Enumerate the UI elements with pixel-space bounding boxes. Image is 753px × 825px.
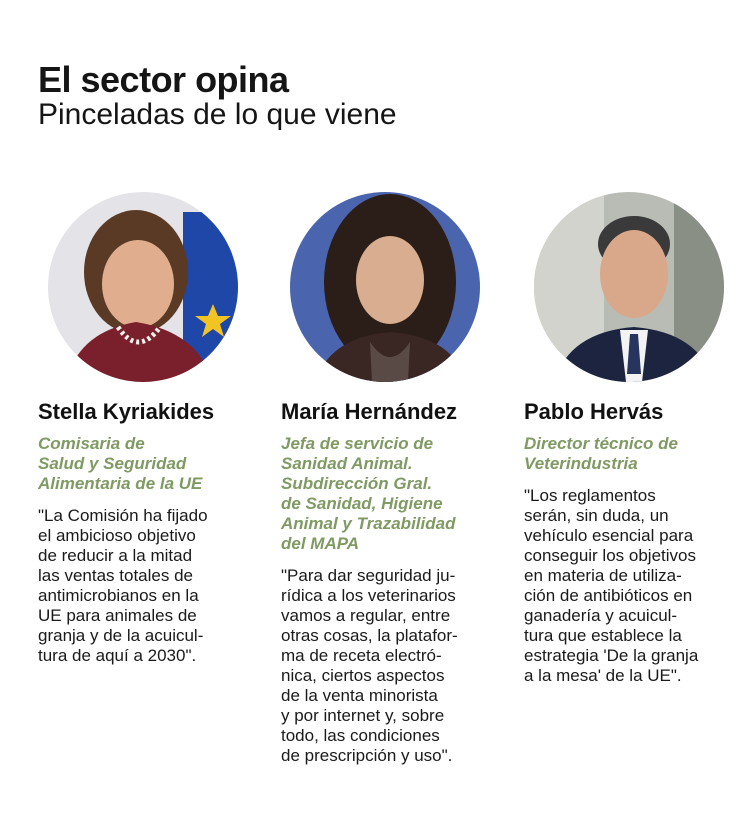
person-role [281, 434, 458, 554]
quote-line: las ventas totales de [38, 566, 193, 585]
quote-line: granja y de la acuicul- [38, 626, 204, 645]
role-line: Jefa de servicio de [281, 434, 434, 453]
role-line: Salud y Seguridad [38, 454, 187, 473]
quote-line: "Para dar seguridad ju- [281, 566, 456, 585]
portrait-stella-kyriakides [48, 192, 238, 382]
quote-line: en materia de utiliza- [524, 566, 682, 585]
person-name: Pablo Hervás [524, 399, 664, 424]
quote-line: todo, las condiciones [281, 726, 440, 745]
person-name: María Hernández [281, 399, 458, 424]
role-line: Subdirección Gral. [281, 474, 433, 493]
person-card [38, 398, 214, 666]
page-title: El sector opina [38, 59, 289, 100]
person-role [38, 434, 214, 494]
portrait-image [290, 192, 480, 382]
quote-line: "Los reglamentos [524, 486, 656, 505]
quote-line: "La Comisión ha fijado [38, 506, 208, 525]
quote-line: vehículo esencial para [524, 526, 694, 545]
quote-line: conseguir los objetivos [524, 546, 696, 565]
person-card [281, 398, 458, 766]
quote-line: y por internet y, sobre [281, 706, 445, 725]
role-line: Sanidad Animal. [281, 454, 413, 473]
role-line: Veterindustria [524, 454, 638, 473]
person-name: Stella Kyriakides [38, 399, 215, 424]
quote-line: de reducir a la mitad [38, 546, 193, 565]
person-quote [524, 486, 698, 686]
quote-line: otras cosas, la platafor- [281, 626, 458, 645]
quote-line: tura que establece la [524, 626, 682, 645]
person-quote [281, 566, 458, 766]
quote-line: ma de receta electró- [281, 646, 442, 665]
quote-line: de la venta minorista [281, 686, 438, 705]
quote-line: el ambicioso objetivo [38, 526, 196, 545]
quote-line: UE para animales de [38, 606, 197, 625]
quote-line: rídica a los veterinarios [281, 586, 456, 605]
portrait-pablo-hervas [534, 192, 724, 382]
quote-line: de prescripción y uso". [281, 746, 453, 765]
page-subtitle: Pinceladas de lo que viene [38, 98, 397, 131]
quote-line: nica, ciertos aspectos [281, 666, 445, 685]
person-card [524, 398, 698, 686]
portrait-maria-hernandez [290, 192, 480, 382]
role-line: del MAPA [281, 534, 360, 553]
quote-line: a la mesa' de la UE". [524, 666, 682, 685]
quote-line: antimicrobianos en la [38, 586, 199, 605]
quote-line: ganadería y acuicul- [524, 606, 678, 625]
quote-line: tura de aquí a 2030". [38, 646, 197, 665]
quote-line: serán, sin duda, un [524, 506, 669, 525]
role-line: Alimentaria de la UE [38, 474, 203, 493]
quote-line: ción de antibióticos en [524, 586, 693, 605]
role-line: Director técnico de [524, 434, 678, 453]
quote-line: vamos a regular, entre [281, 606, 451, 625]
quote-line: estrategia 'De la granja [524, 646, 699, 665]
role-line: Animal y Trazabilidad [281, 514, 456, 533]
role-line: de Sanidad, Higiene [281, 494, 443, 513]
portrait-image [534, 192, 724, 382]
portrait-image [48, 192, 238, 382]
person-quote [38, 506, 214, 666]
person-role [524, 434, 698, 474]
role-line: Comisaria de [38, 434, 145, 453]
